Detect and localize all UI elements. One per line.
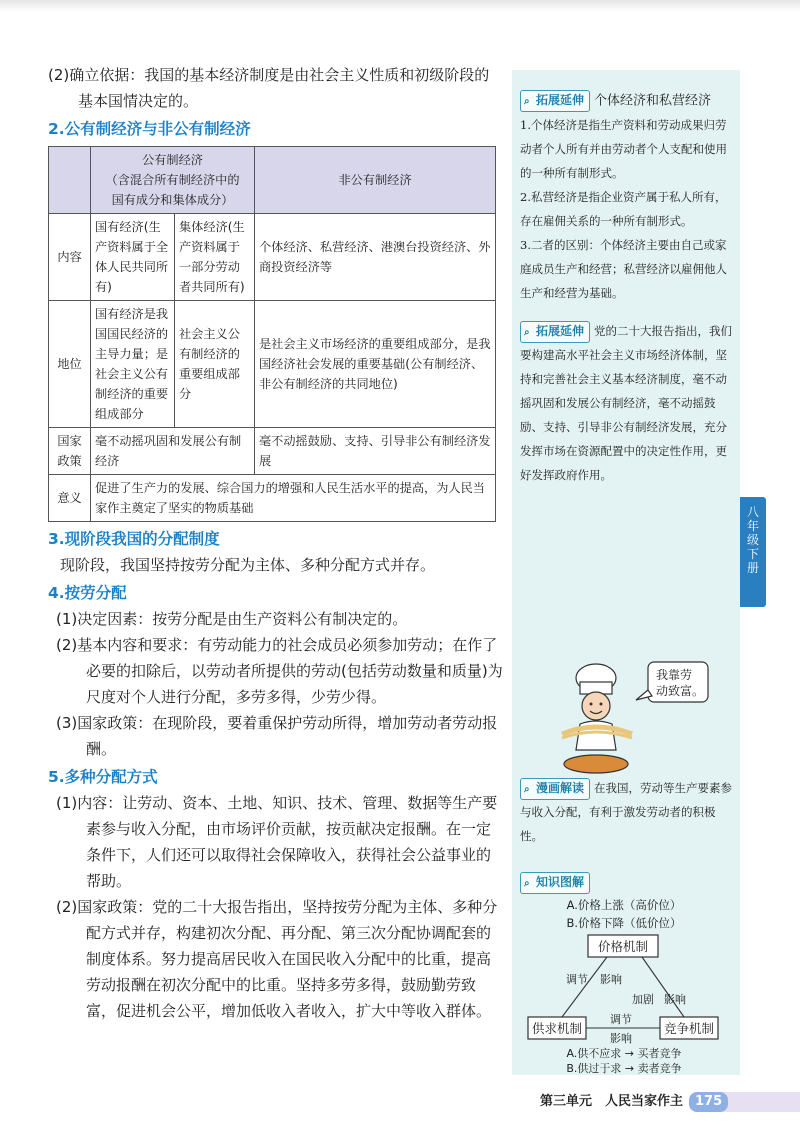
cell-content-private: 个体经济、私营经济、港澳台投资经济、外商投资经济等 xyxy=(255,214,496,301)
para-5-2: (2)国家政策：党的二十大报告指出，坚持按劳分配为主体、多种分配方式并存，构建初次分配、再分配、第三次分配协调配套的制度体系。努力提高居民收入在国民收入分配中的比重，提高劳动报酬在初次分配中的比重。坚持多劳多得，鼓励勤劳致富，促进机会公平，增加低收入者收入，扩大中等收入群体。 xyxy=(56,898,498,1020)
footer xyxy=(540,1092,728,1112)
heading-4: 4.按劳分配 xyxy=(48,584,127,602)
ext1-p1: 1.个体经济是指生产资料和劳动成果归劳动者个人所有并由劳动者个人支配和使用的一种所有制形式。 xyxy=(520,117,727,180)
table-corner xyxy=(49,147,91,214)
diagram-header xyxy=(520,872,594,894)
grade-tab-char: 八 xyxy=(746,505,759,519)
lbl-influence-right: 影响 xyxy=(664,993,686,1006)
ext2-tag xyxy=(520,321,590,343)
economy-table xyxy=(48,146,496,522)
footer-unit: 第三单元 人民当家作主 xyxy=(540,1094,684,1109)
cell-status-state: 国有经济是我国国民经济的主导力量；是社会主义公有制经济的重要组成部分 xyxy=(91,301,175,428)
header-public-l1: 公有制经济 xyxy=(142,153,203,167)
para-4-1: (1)决定因素：按劳分配是由生产资料公有制决定的。 xyxy=(56,610,408,628)
grade-tab-char: 年 xyxy=(746,519,759,533)
header-public-l3: 国有成分和集体成分） xyxy=(111,193,234,207)
page-number: 175 xyxy=(689,1092,728,1112)
para-4-3: (3)国家政策：在现阶段，要着重保护劳动所得，增加劳动者劳动报酬。 xyxy=(56,714,498,758)
comic-tag xyxy=(520,778,590,800)
diagram-line-a: A.价格上涨（高价位） xyxy=(566,898,682,912)
para-4-2: (2)基本内容和要求：有劳动能力的社会成员必须参加劳动；在作了必要的扣除后，以劳动者所提供的劳动(包括劳动数量和质量)为尺度对个人进行分配，多劳多得，少劳少得。 xyxy=(56,636,503,706)
header-private: 非公有制经济 xyxy=(255,147,496,214)
magnifier-icon: ⌕ xyxy=(524,784,530,795)
para-basis: (2)确立依据：我国的基本经济制度是由社会主义性质和初级阶段的基本国情决定的。 xyxy=(48,66,490,110)
grade-tab xyxy=(740,497,766,607)
comic-para xyxy=(520,776,732,848)
diagram-out-b: B.供过于求 → 卖者竞争 xyxy=(566,1062,682,1075)
cell-meaning: 促进了生产力的发展、综合国力的增强和人民生活水平的提高，为人民当家作主奠定了坚实的物质基础 xyxy=(91,475,496,522)
header-public xyxy=(91,147,255,214)
header-public-l2: （含混合所有制经济中的 xyxy=(105,173,240,187)
table-header-row xyxy=(49,147,496,214)
box-price-label: 价格机制 xyxy=(597,939,649,954)
lbl-influence-bottom: 影响 xyxy=(610,1032,632,1045)
row-label-content: 内容 xyxy=(49,214,91,301)
table-row xyxy=(49,428,496,475)
comic-block xyxy=(520,776,732,848)
ext2-block xyxy=(520,319,732,487)
diagram-out-a: A.供不应求 → 买者竞争 xyxy=(566,1047,682,1060)
grade-tab-char: 下 xyxy=(746,547,759,561)
cell-status-private: 是社会主义市场经济的重要组成部分，是我国经济社会发展的重要基础(公有制经济、非公有制经济的共同地位) xyxy=(255,301,496,428)
row-label-policy: 国家政策 xyxy=(49,428,91,475)
ext2-text: 党的二十大报告指出，我们要构建高水平社会主义市场经济体制，坚持和完善社会主义基本经济制度，毫不动摇巩固和发展公有制经济，毫不动摇鼓励、支持、引导非公有制经济发展，充分发挥市场在资源配置中的决定性作用，更好发挥政府作用。 xyxy=(520,323,733,482)
ext1-title: 个体经济和私营经济 xyxy=(594,93,712,109)
ext2-tag-label: 拓展延伸 xyxy=(536,323,585,338)
lbl-influence-left: 影响 xyxy=(600,973,622,986)
heading-2: 2.公有制经济与非公有制经济 xyxy=(48,120,251,138)
ext1-p2: 2.私营经济是指企业资产属于私人所有，存在雇佣关系的一种所有制形式。 xyxy=(520,189,727,228)
price-mechanism-diagram xyxy=(522,895,727,1075)
table-row xyxy=(49,475,496,522)
diagram-tag xyxy=(520,872,590,894)
table-row xyxy=(49,214,496,301)
main-column xyxy=(48,62,503,1024)
lbl-intensify: 加剧 xyxy=(632,993,654,1006)
grade-tab-char: 级 xyxy=(746,533,759,547)
heading-3: 3.现阶段我国的分配制度 xyxy=(48,530,220,548)
cell-content-collective: 集体经济(生产资料属于一部分劳动者共同所有) xyxy=(175,214,255,301)
sidebar xyxy=(512,70,740,1075)
ext1-block xyxy=(520,90,732,305)
comic-text: 在我国，劳动等生产要素参与收入分配，有利于激发劳动者的积极性。 xyxy=(520,781,733,843)
comic-tag-label: 漫画解读 xyxy=(536,781,585,795)
lbl-adjust-bottom: 调节 xyxy=(610,1013,632,1026)
box-supply-label: 供求机制 xyxy=(531,1021,583,1036)
magnifier-icon: ⌕ xyxy=(524,878,530,889)
cell-content-state: 国有经济(生产资料属于全体人民共同所有) xyxy=(91,214,175,301)
chef-illustration xyxy=(556,660,724,780)
table-row xyxy=(49,301,496,428)
cell-policy-public: 毫不动摇巩固和发展公有制经济 xyxy=(91,428,255,475)
heading-5: 5.多种分配方式 xyxy=(48,768,158,786)
para-5-1: (1)内容：让劳动、资本、土地、知识、技术、管理、数据等生产要素参与收入分配，由市场评价贡献，按贡献决定报酬。在一定条件下，人们还可以取得社会保障收入，获得社会公益事业的帮助。 xyxy=(56,794,498,890)
page-top-shadow xyxy=(0,0,800,12)
ext1-tag xyxy=(520,90,590,112)
ext1-tag-label: 拓展延伸 xyxy=(536,93,585,107)
sidebar-content xyxy=(520,90,732,487)
magnifier-icon: ⌕ xyxy=(524,96,530,107)
para-3: 现阶段，我国坚持按劳分配为主体、多种分配方式并存。 xyxy=(60,556,436,574)
row-label-meaning: 意义 xyxy=(49,475,91,522)
ext2-para xyxy=(520,319,732,487)
grade-tab-char: 册 xyxy=(746,561,759,575)
lbl-adjust-left: 调节 xyxy=(566,973,588,986)
cell-policy-private: 毫不动摇鼓励、支持、引导非公有制经济发展 xyxy=(255,428,496,475)
chef-bubble-l1: 我靠劳 xyxy=(656,668,693,682)
row-label-status: 地位 xyxy=(49,301,91,428)
diagram-tag-label: 知识图解 xyxy=(536,875,585,889)
ext1-header xyxy=(520,90,732,113)
cell-status-collective: 社会主义公有制经济的重要组成部分 xyxy=(175,301,255,428)
ext1-p3: 3.二者的区别：个体经济主要由自己或家庭成员生产和经营；私营经济以雇佣他人生产和经营为基础。 xyxy=(520,237,727,300)
chef-bubble-l2: 动致富。 xyxy=(656,684,705,698)
box-competition-label: 竞争机制 xyxy=(663,1021,715,1036)
diagram-line-b: B.价格下降（低价位） xyxy=(566,916,682,930)
magnifier-icon: ⌕ xyxy=(524,326,530,338)
